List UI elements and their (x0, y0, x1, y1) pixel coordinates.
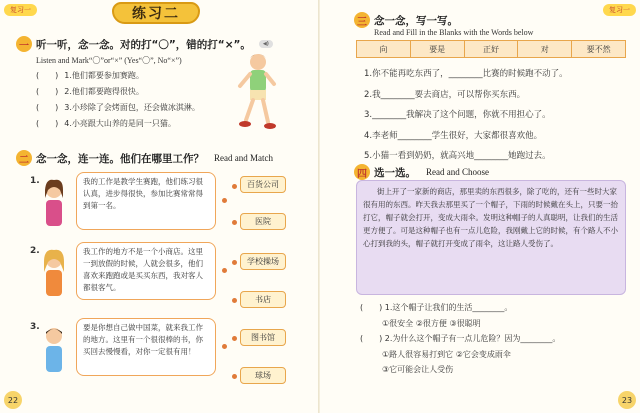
corner-tag: 复习一 (4, 4, 37, 16)
match-dot[interactable] (232, 298, 237, 303)
word-bank-item: 要是 (411, 41, 465, 57)
section2-header (16, 150, 273, 166)
exercise-title: 练习二 (112, 2, 200, 24)
runner-illustration (236, 50, 278, 136)
match-dot[interactable] (232, 184, 237, 189)
section1-subtitle: Listen and Mark“〇”or“×” (Yes“〇”, No“×”) (36, 56, 182, 65)
section4-number: 四 (354, 164, 370, 180)
librarian-avatar (38, 324, 70, 378)
word-bank (356, 40, 626, 58)
match-item-3 (30, 318, 220, 380)
answer-blank[interactable]: ( ) (36, 119, 59, 128)
section3-title: 念一念，写一写。 (374, 14, 458, 27)
fill-sentence[interactable]: 1.你不能再吃东西了，________比赛的时候跑不动了。 (364, 69, 568, 79)
question-text: 2.为什么这个帽子有一点儿危险？因为________。 (384, 334, 561, 343)
item-number: 2. (30, 246, 40, 256)
place-library[interactable]: 图书馆 (240, 329, 286, 346)
option[interactable]: ①很安全 (382, 318, 414, 328)
word-bank-item: 要不然 (572, 41, 625, 57)
option[interactable]: ③它可能会让人受伤 (382, 365, 454, 374)
corner-tag: 复习一 (603, 4, 636, 16)
option[interactable]: ②很方便 (415, 318, 447, 328)
place-school-field[interactable]: 学校操场 (240, 253, 286, 270)
match-dot[interactable] (222, 268, 227, 273)
section2-subtitle: Read and Match (214, 153, 273, 163)
option[interactable]: ③很聪明 (449, 318, 481, 328)
match-item-2 (30, 242, 220, 304)
word-bank-item: 向 (357, 41, 411, 57)
match-item-1 (30, 172, 220, 234)
section3-number: 三 (354, 12, 370, 28)
page-number: 22 (4, 391, 22, 409)
fill-sentence[interactable]: 2.我________要去商店，可以帮你买东西。 (364, 89, 526, 100)
item-text: 4.小亮跟大山养的是同一只猫。 (64, 119, 176, 128)
section1-header (16, 36, 273, 52)
match-dot[interactable] (222, 344, 227, 349)
item-text: 3.小珍除了会烤面包，还会做冰淇淋。 (64, 103, 200, 112)
item-number: 1. (30, 176, 40, 186)
answer-blank[interactable]: ( ) (36, 71, 59, 80)
section3-header (354, 12, 458, 28)
match-dot[interactable] (232, 260, 237, 265)
section4-subtitle: Read and Choose (426, 167, 489, 177)
answer-blank[interactable]: ( ) (36, 87, 59, 96)
word-bank-item: 对 (518, 41, 572, 57)
fill-sentence[interactable]: 5.小猫一看到奶奶，就高兴地________她跑过去。 (364, 151, 551, 161)
place-bookstore[interactable]: 书店 (240, 291, 286, 308)
section1-title: 听一听，念一念。对的打“〇”，错的打“×”。 (36, 38, 251, 51)
list-item (36, 84, 200, 100)
section2-title: 念一念，连一连。他们在哪里工作？ (36, 152, 204, 165)
options-row (360, 362, 630, 378)
question (360, 331, 630, 347)
match-dot[interactable] (232, 336, 237, 341)
match-dot[interactable] (232, 220, 237, 225)
answer-blank[interactable]: ( ) (360, 303, 383, 312)
option[interactable]: ②它会变成雨伞 (455, 349, 511, 359)
place-hospital[interactable]: 医院 (240, 213, 286, 230)
question-list (360, 300, 630, 378)
list-item (36, 100, 200, 116)
section1-list (36, 68, 200, 132)
right-page (320, 0, 640, 413)
word-bank-item: 正好 (465, 41, 519, 57)
question (360, 300, 630, 316)
match-dot[interactable] (222, 198, 227, 203)
speech-bubble: 要是你想自己做中国菜，就来我工作的地方。这里有一个很很棒的书，你买回去慢慢看，对你一定很有用！ (76, 318, 216, 376)
option[interactable]: ①路人很容易打到它 (382, 349, 454, 359)
place-ballfield[interactable]: 球场 (240, 367, 286, 384)
list-item (36, 68, 200, 84)
speech-bubble: 我工作的地方不是一个小商店。这里一到放假的时候，人就会很多，他们喜欢来跑跑或是买买东西，我对客人都很客气。 (76, 242, 216, 300)
page-number: 23 (618, 391, 636, 409)
answer-blank[interactable]: ( ) (360, 334, 383, 343)
speaker-icon[interactable]: ◀) (259, 40, 273, 48)
place-department-store[interactable]: 百货公司 (240, 176, 286, 193)
speech-bubble: 我的工作是教学生赛跑，他们练习很认真，进步得很快，参加比赛常常得到第一名。 (76, 172, 216, 230)
item-text: 1.他们都要参加赛跑。 (64, 71, 144, 80)
fill-sentence[interactable]: 4.李老师________学生很好，大家都很喜欢他。 (364, 130, 543, 141)
section4-title: 选一选。 (374, 166, 416, 179)
options-row (360, 316, 630, 332)
section4-header (354, 164, 489, 180)
section2-number: 二 (16, 150, 32, 166)
section3-subtitle: Read and Fill in the Blanks with the Words below (374, 28, 534, 37)
item-number: 3. (30, 322, 40, 332)
section1-number: 一 (16, 36, 32, 52)
fill-in-list (364, 64, 634, 167)
fill-sentence[interactable]: 3.________我解决了这个问题，你就不用担心了。 (364, 110, 551, 120)
clerk-avatar (38, 248, 70, 302)
reading-passage: 街上开了一家新的商店，那里卖的东西很多，除了吃的，还有一些时大家很有用的东西。昨天我去那里买了一个帽子，下雨的时候戴在头上，只要一抬打它，帽子就会打开，变成大雨伞。发明这种帽子的人真聪明，让我们的生活更方便了。可是这种帽子也有一点儿危险，我刚戴上它的时候，有个路人不小心打到我的头，帽子就打开变成了雨伞，这让路人受伤了。 (356, 180, 626, 295)
teacher-avatar (38, 178, 70, 232)
options-row (360, 347, 630, 363)
answer-blank[interactable]: ( ) (36, 103, 59, 112)
match-dot[interactable] (232, 374, 237, 379)
question-text: 1.这个帽子让我们的生活________。 (384, 303, 513, 312)
item-text: 2.他们都要跑得很快。 (64, 87, 144, 96)
list-item (36, 116, 200, 132)
